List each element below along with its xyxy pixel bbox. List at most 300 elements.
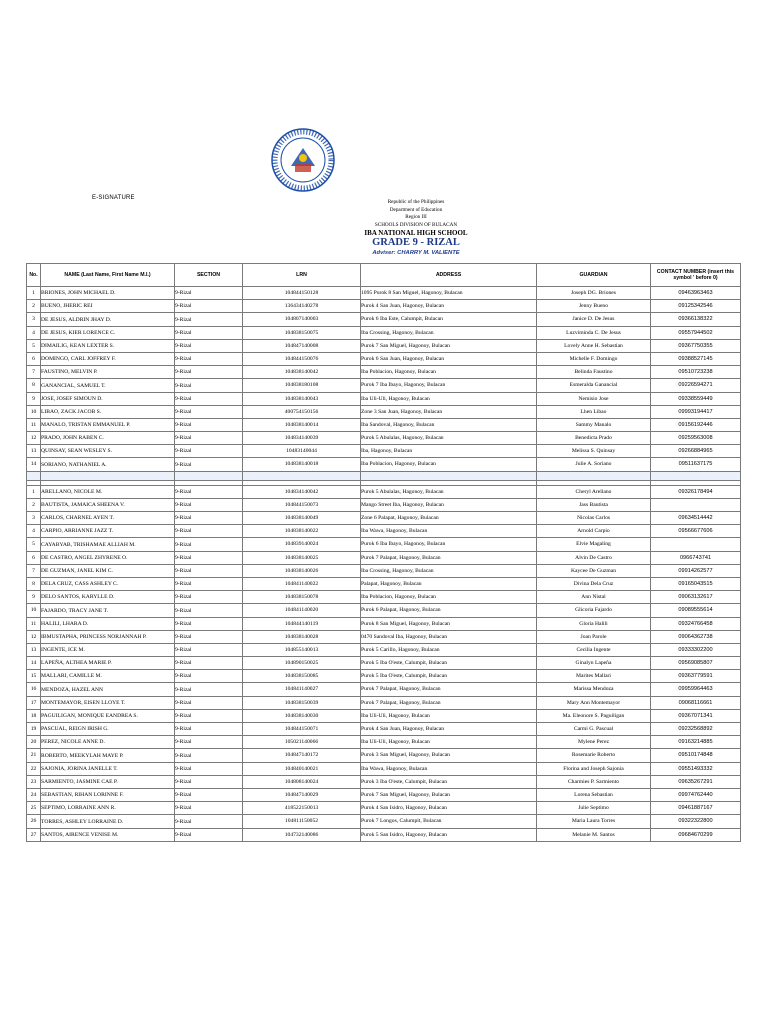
cell-no: 13 xyxy=(27,643,41,656)
cell-guardian: Lovely Anne H. Sebastian xyxy=(537,339,651,352)
cell-contact: 09367071341 xyxy=(651,709,741,722)
cell-guardian: Jenny Bueno xyxy=(537,300,651,313)
cell-lrn: 104844150128 xyxy=(243,287,361,300)
cell-section: 9-Rizal xyxy=(175,498,243,511)
cell-name: PASCUAL, REIGN IRISH G. xyxy=(41,723,175,736)
separator-cell xyxy=(175,471,243,480)
cell-contact: 09634514442 xyxy=(651,512,741,525)
cell-no: 8 xyxy=(27,379,41,392)
cell-name: DELO SANTOS, KARYLLE D. xyxy=(41,591,175,604)
cell-no: 7 xyxy=(27,366,41,379)
cell-contact: 09510174848 xyxy=(651,749,741,762)
cell-section: 9-Rizal xyxy=(175,630,243,643)
cell-address: 0470 Sandoval Iba, Hagonoy, Bulacan xyxy=(361,630,537,643)
cell-section: 9-Rizal xyxy=(175,366,243,379)
cell-contact: 09461887167 xyxy=(651,802,741,815)
cell-contact: 09064362738 xyxy=(651,630,741,643)
cell-guardian: Belinda Faustino xyxy=(537,366,651,379)
cell-name: LIBAO, ZACK JACOB S. xyxy=(41,405,175,418)
table-row xyxy=(27,617,741,630)
cell-section: 9-Rizal xyxy=(175,326,243,339)
cell-section: 9-Rizal xyxy=(175,683,243,696)
cell-address: Purok 7 San Miguel, Hagonoy, Bulacan xyxy=(361,788,537,801)
cell-contact: 09510723238 xyxy=(651,366,741,379)
table-row xyxy=(27,775,741,788)
cell-name: HALILI, LHARA D. xyxy=(41,617,175,630)
cell-lrn: 104838140026 xyxy=(243,564,361,577)
table-row xyxy=(27,604,741,617)
cell-lrn: 400754150156 xyxy=(243,405,361,418)
cell-guardian: Melissa S. Quinsay xyxy=(537,445,651,458)
cell-no: 26 xyxy=(27,815,41,828)
cell-lrn: 104838140014 xyxy=(243,418,361,431)
cell-address: Purok 7 Palapat, Hagonoy, Bulacan xyxy=(361,551,537,564)
cell-address: Iba Crossing, Hagonoy, Bulacan xyxy=(361,326,537,339)
table-row xyxy=(27,512,741,525)
cell-guardian: Michelle F. Domingo xyxy=(537,352,651,365)
cell-guardian: Divina Dela Cruz xyxy=(537,577,651,590)
separator-cell xyxy=(537,471,651,480)
cell-name: SANTOS, AIRENCE VENISE M. xyxy=(41,828,175,841)
cell-guardian: Cheryl Arellano xyxy=(537,485,651,498)
cell-no: 25 xyxy=(27,802,41,815)
cell-lrn: 10483140044 xyxy=(243,445,361,458)
cell-address: Zone 3 San Juan, Hagonoy, Bulacan xyxy=(361,405,537,418)
table-row xyxy=(27,458,741,471)
table-row xyxy=(27,749,741,762)
cell-section: 9-Rizal xyxy=(175,643,243,656)
cell-lrn: 104838140043 xyxy=(243,392,361,405)
cell-section: 9-Rizal xyxy=(175,458,243,471)
cell-lrn: 104838140028 xyxy=(243,630,361,643)
cell-no: 14 xyxy=(27,657,41,670)
cell-no: 8 xyxy=(27,577,41,590)
cell-name: INGENTE, ICE M. xyxy=(41,643,175,656)
cell-section: 9-Rizal xyxy=(175,287,243,300)
cell-contact: 09363779591 xyxy=(651,670,741,683)
cell-no: 21 xyxy=(27,749,41,762)
cell-address: Iba Poblacion, Hagonoy, Bulacan xyxy=(361,458,537,471)
cell-contact: 09367750355 xyxy=(651,339,741,352)
cell-name: BAUTISTA, JAMAICA SHEENA V. xyxy=(41,498,175,511)
cell-lrn: 104855140013 xyxy=(243,643,361,656)
header-region: Region III xyxy=(405,214,427,221)
cell-lrn: 104807140003 xyxy=(243,313,361,326)
cell-contact: 09156192446 xyxy=(651,418,741,431)
cell-lrn: 104838150039 xyxy=(243,696,361,709)
table-row xyxy=(27,762,741,775)
cell-address: Purok 7 Iba Ibayo, Hagonoy, Bulacan xyxy=(361,379,537,392)
cell-contact: 09326178494 xyxy=(651,485,741,498)
separator-cell xyxy=(361,471,537,480)
cell-contact: 09569085807 xyxy=(651,657,741,670)
cell-section: 9-Rizal xyxy=(175,405,243,418)
cell-lrn: 104840140021 xyxy=(243,762,361,775)
cell-guardian: Benedicta Prado xyxy=(537,432,651,445)
cell-name: ROBERTO, MEEKYLAH MAYE P. xyxy=(41,749,175,762)
header-republic: Republic of the Philippines xyxy=(387,199,445,205)
cell-section: 9-Rizal xyxy=(175,723,243,736)
adviser-line: Adviser: CHARRY M. VALIENTE xyxy=(372,250,460,257)
cell-contact: 09566677606 xyxy=(651,525,741,538)
deped-seal-icon xyxy=(271,128,335,192)
cell-lrn: 104808140024 xyxy=(243,775,361,788)
table-row xyxy=(27,287,741,300)
cell-contact xyxy=(651,538,741,551)
cell-address: Purok 5 Carillo, Hagonoy, Bulacan xyxy=(361,643,537,656)
cell-lrn: 104847140172 xyxy=(243,749,361,762)
cell-guardian: Rosemarie Roberto xyxy=(537,749,651,762)
cell-lrn: 104838150075 xyxy=(243,326,361,339)
cell-address: Purok 5 Iba O'este, Calumpit, Bulacan xyxy=(361,657,537,670)
cell-contact: 09557944502 xyxy=(651,326,741,339)
cell-lrn: 104838140030 xyxy=(243,709,361,722)
cell-section: 9-Rizal xyxy=(175,591,243,604)
cell-section: 9-Rizal xyxy=(175,802,243,815)
cell-section: 9-Rizal xyxy=(175,762,243,775)
table-header-row xyxy=(27,264,741,287)
cell-no: 5 xyxy=(27,339,41,352)
cell-no: 17 xyxy=(27,696,41,709)
cell-address: Purok 4 San Juan, Hagonoy, Bulacan xyxy=(361,300,537,313)
table-row xyxy=(27,366,741,379)
cell-name: FAJARDO, TRACY JANE T. xyxy=(41,604,175,617)
cell-contact: 09388527145 xyxy=(651,352,741,365)
cell-guardian: Julie A. Soriano xyxy=(537,458,651,471)
cell-contact: 09993194417 xyxy=(651,405,741,418)
cell-address: Purok 6 Iba Ibayo, Hagonoy, Bulacan xyxy=(361,538,537,551)
cell-address: Purok 7 Longos, Calumpit, Bulacan xyxy=(361,815,537,828)
cell-guardian: Nicolas Carlos xyxy=(537,512,651,525)
cell-no: 4 xyxy=(27,326,41,339)
cell-section: 9-Rizal xyxy=(175,551,243,564)
cell-contact: 09463963463 xyxy=(651,287,741,300)
cell-guardian: Nemisio Jose xyxy=(537,392,651,405)
table-row xyxy=(27,643,741,656)
cell-address: Purok 3 San Miguel, Hagonoy, Bulacan xyxy=(361,749,537,762)
cell-address: Purok 8 San Miguel, Hagonoy, Bulacan xyxy=(361,617,537,630)
cell-section: 9-Rizal xyxy=(175,538,243,551)
cell-address: Purok 6 Iba Este, Calumpit, Bulacan xyxy=(361,313,537,326)
table-row xyxy=(27,352,741,365)
cell-lrn: 418522150013 xyxy=(243,802,361,815)
cell-address: Purok 6 Palapat, Hagonoy, Bulacan xyxy=(361,604,537,617)
cell-address: Iba Poblacion, Hagonoy, Bulacan xyxy=(361,366,537,379)
cell-no: 1 xyxy=(27,485,41,498)
table-row xyxy=(27,828,741,841)
table-row xyxy=(27,551,741,564)
table-row xyxy=(27,564,741,577)
cell-name: JOSE, JOSEF SIMOUN D. xyxy=(41,392,175,405)
col-header-section: SECTION xyxy=(175,264,243,287)
cell-guardian: Florina and Joseph Sajonia xyxy=(537,762,651,775)
e-signature-label: E-SIGNATURE xyxy=(92,195,135,201)
cell-section: 9-Rizal xyxy=(175,657,243,670)
cell-no: 3 xyxy=(27,313,41,326)
cell-name: IBMUSTAPHA, PRINCESS NORJANNAH P. xyxy=(41,630,175,643)
table-row xyxy=(27,418,741,431)
cell-contact: 09165043515 xyxy=(651,577,741,590)
cell-section: 9-Rizal xyxy=(175,418,243,431)
cell-no: 7 xyxy=(27,564,41,577)
table-row xyxy=(27,392,741,405)
cell-name: BRIONES, JOHN MICHAEL D. xyxy=(41,287,175,300)
cell-lrn: 104847140029 xyxy=(243,788,361,801)
table-row xyxy=(27,723,741,736)
table-row xyxy=(27,788,741,801)
table-row xyxy=(27,815,741,828)
cell-address: Iba Uli-Uli, Hagonoy, Bulacan xyxy=(361,392,537,405)
cell-contact: 09232568892 xyxy=(651,723,741,736)
cell-section: 9-Rizal xyxy=(175,564,243,577)
cell-address: Purok 4 San Juan, Hagonoy, Bulacan xyxy=(361,723,537,736)
cell-address: Purok 5 Abulalas, Hagonoy, Bulacan xyxy=(361,485,537,498)
cell-contact: 09322322800 xyxy=(651,815,741,828)
cell-lrn: 104890150025 xyxy=(243,657,361,670)
cell-guardian: Sammy Manalo xyxy=(537,418,651,431)
cell-no: 9 xyxy=(27,591,41,604)
cell-name: TORRES, ASHLEY LORRAINE D. xyxy=(41,815,175,828)
cell-contact: 09635267291 xyxy=(651,775,741,788)
table-row xyxy=(27,498,741,511)
cell-section: 9-Rizal xyxy=(175,512,243,525)
cell-section: 9-Rizal xyxy=(175,300,243,313)
cell-address: Purok 5 Iba O'este, Calumpit, Bulacan xyxy=(361,670,537,683)
cell-section: 9-Rizal xyxy=(175,709,243,722)
cell-contact: 09333302200 xyxy=(651,643,741,656)
cell-section: 9-Rizal xyxy=(175,485,243,498)
cell-guardian: Luzviminda C. De Jesus xyxy=(537,326,651,339)
header-department: Department of Education xyxy=(389,206,443,213)
separator-cell xyxy=(41,471,175,480)
cell-lrn: 104838140018 xyxy=(243,458,361,471)
grade-section-title: GRADE 9 - RIZAL xyxy=(372,237,460,249)
table-row xyxy=(27,670,741,683)
cell-no: 19 xyxy=(27,723,41,736)
cell-lrn: 104834140039 xyxy=(243,432,361,445)
cell-no: 14 xyxy=(27,458,41,471)
cell-name: DIMAILIG, KEAN LEXTER S. xyxy=(41,339,175,352)
cell-guardian: Ginalyn Lapeña xyxy=(537,657,651,670)
cell-lrn: 104838150085 xyxy=(243,670,361,683)
cell-address: Iba Poblacion, Hagonoy, Bulacan xyxy=(361,591,537,604)
cell-name: CAYABYAB, TRISHAMAE ALLIAH M. xyxy=(41,538,175,551)
cell-section: 9-Rizal xyxy=(175,432,243,445)
cell-guardian: Janice D. De Jesus xyxy=(537,313,651,326)
cell-lrn: 104732140086 xyxy=(243,828,361,841)
cell-contact: 09684670299 xyxy=(651,828,741,841)
cell-guardian: Kaycee De Guzman xyxy=(537,564,651,577)
cell-section: 9-Rizal xyxy=(175,749,243,762)
table-row xyxy=(27,379,741,392)
cell-guardian: Gloria Halili xyxy=(537,617,651,630)
cell-lrn: 104841140022 xyxy=(243,577,361,590)
cell-section: 9-Rizal xyxy=(175,339,243,352)
cell-name: DOMINGO, CARL JOFFREY F. xyxy=(41,352,175,365)
cell-section: 9-Rizal xyxy=(175,445,243,458)
cell-address: Purok 6 San Juan, Hagonoy, Bulacan xyxy=(361,352,537,365)
cell-contact: 09511637175 xyxy=(651,458,741,471)
table-row xyxy=(27,630,741,643)
table-row xyxy=(27,432,741,445)
cell-name: PAGUILIGAN, MONIQUE EANDREA S. xyxy=(41,709,175,722)
table-row xyxy=(27,657,741,670)
cell-name: DELA CRUZ, CASS ASHLEY C. xyxy=(41,577,175,590)
cell-address: Iba, Hagonoy, Bulacan xyxy=(361,445,537,458)
cell-name: LAPEÑA, ALTHEA MARIE P. xyxy=(41,657,175,670)
cell-contact: 09125342546 xyxy=(651,300,741,313)
cell-address: Iba Wawa, Hagonoy, Bulacan xyxy=(361,525,537,538)
cell-no: 11 xyxy=(27,617,41,630)
cell-section: 9-Rizal xyxy=(175,736,243,749)
separator-cell xyxy=(651,471,741,480)
cell-address: Purok 7 Palapat, Hagonoy, Bulacan xyxy=(361,696,537,709)
cell-name: PRADO, JOHN RABEN C. xyxy=(41,432,175,445)
cell-lrn: 104844150076 xyxy=(243,352,361,365)
cell-no: 22 xyxy=(27,762,41,775)
cell-section: 9-Rizal xyxy=(175,392,243,405)
cell-no: 11 xyxy=(27,418,41,431)
cell-no: 18 xyxy=(27,709,41,722)
cell-no: 2 xyxy=(27,300,41,313)
cell-guardian: Ann Nistal xyxy=(537,591,651,604)
col-header-no: No. xyxy=(27,264,41,287)
cell-name: ARELLANO, NICOLE M. xyxy=(41,485,175,498)
table-row xyxy=(27,802,741,815)
table-row xyxy=(27,709,741,722)
table-row xyxy=(27,326,741,339)
cell-lrn: 104838150078 xyxy=(243,591,361,604)
cell-no: 6 xyxy=(27,551,41,564)
cell-no: 16 xyxy=(27,683,41,696)
cell-guardian: Melanie M. Santos xyxy=(537,828,651,841)
table-row xyxy=(27,313,741,326)
cell-section: 9-Rizal xyxy=(175,828,243,841)
cell-guardian: Joan Parole xyxy=(537,630,651,643)
cell-section: 9-Rizal xyxy=(175,696,243,709)
school-name: IBA NATIONAL HIGH SCHOOL xyxy=(364,229,468,238)
table-row xyxy=(27,683,741,696)
cell-no: 1 xyxy=(27,287,41,300)
cell-lrn: 104839140024 xyxy=(243,538,361,551)
cell-no: 6 xyxy=(27,352,41,365)
cell-guardian: Charmies P. Sarmiento xyxy=(537,775,651,788)
cell-guardian: Esmeralda Ganancial xyxy=(537,379,651,392)
cell-section: 9-Rizal xyxy=(175,577,243,590)
cell-contact: 09266884965 xyxy=(651,445,741,458)
cell-section: 9-Rizal xyxy=(175,775,243,788)
cell-no: 27 xyxy=(27,828,41,841)
col-header-guardian: GUARDIAN xyxy=(537,264,651,287)
cell-contact: 09089555614 xyxy=(651,604,741,617)
cell-lrn: 105021140066 xyxy=(243,736,361,749)
cell-name: SORIANO, NATHANIEL A. xyxy=(41,458,175,471)
cell-lrn: 104834140042 xyxy=(243,485,361,498)
cell-name: SARMIENTO, JASMINE CAE P. xyxy=(41,775,175,788)
document-header xyxy=(266,199,566,257)
cell-lrn: 104838140022 xyxy=(243,525,361,538)
cell-contact: 09914262577 xyxy=(651,564,741,577)
table-row xyxy=(27,591,741,604)
cell-address: Purok 5 San Isidro, Hagonoy, Bulacan xyxy=(361,828,537,841)
cell-lrn: 104844150073 xyxy=(243,498,361,511)
cell-lrn: 104841140020 xyxy=(243,604,361,617)
cell-address: Iba Crossing, Hagonoy, Bulacan xyxy=(361,564,537,577)
table-row xyxy=(27,339,741,352)
cell-name: MANALO, TRISTAN EMMANUEL P. xyxy=(41,418,175,431)
cell-name: MONTEMAYOR, EISEN LLOYE T. xyxy=(41,696,175,709)
col-header-name: NAME (Last Name, First Name M.I.) xyxy=(41,264,175,287)
cell-name: SAJONIA, JORINA JANELLE T. xyxy=(41,762,175,775)
table-row xyxy=(27,577,741,590)
separator-row xyxy=(27,471,741,480)
cell-name: BUENO, JHERIC REI xyxy=(41,300,175,313)
col-header-address: ADDRESS xyxy=(361,264,537,287)
class-roster-table xyxy=(26,263,741,842)
cell-contact: 09259563008 xyxy=(651,432,741,445)
cell-lrn: 104838140025 xyxy=(243,551,361,564)
cell-address: Purok 4 San Isidro, Hagonoy, Bulacan xyxy=(361,802,537,815)
table-row xyxy=(27,736,741,749)
cell-address: Zone 6 Palapat, Hagonoy, Bulacan xyxy=(361,512,537,525)
cell-name: MENDOZA, HAZEL ANN xyxy=(41,683,175,696)
cell-name: CARPIO, ARRIANNE JAZZ T. xyxy=(41,525,175,538)
cell-guardian: Mary Ann Montemayor xyxy=(537,696,651,709)
cell-lrn: 104847140008 xyxy=(243,339,361,352)
cell-guardian: Alvin De Castro xyxy=(537,551,651,564)
cell-guardian: Mylene Perez xyxy=(537,736,651,749)
cell-section: 9-Rizal xyxy=(175,379,243,392)
cell-address: Iba Uli-Uli, Hagonoy, Bulacan xyxy=(361,736,537,749)
cell-section: 9-Rizal xyxy=(175,788,243,801)
cell-guardian: Lhen Libao xyxy=(537,405,651,418)
cell-contact: 09338559449 xyxy=(651,392,741,405)
cell-guardian: Cecilia Ingente xyxy=(537,643,651,656)
cell-lrn: 104811150052 xyxy=(243,815,361,828)
cell-name: MALLARI, CAMILLE M. xyxy=(41,670,175,683)
cell-no: 9 xyxy=(27,392,41,405)
cell-address: Palapat, Hagonoy, Bulacan xyxy=(361,577,537,590)
cell-lrn: 104841140027 xyxy=(243,683,361,696)
cell-section: 9-Rizal xyxy=(175,670,243,683)
cell-guardian: Jass Bautista xyxy=(537,498,651,511)
cell-no: 24 xyxy=(27,788,41,801)
cell-lrn: 104838140042 xyxy=(243,366,361,379)
cell-lrn: 104844150071 xyxy=(243,723,361,736)
separator-cell xyxy=(243,471,361,480)
cell-section: 9-Rizal xyxy=(175,352,243,365)
cell-no: 13 xyxy=(27,445,41,458)
cell-guardian: Carmi G. Pascual xyxy=(537,723,651,736)
table-row xyxy=(27,538,741,551)
table-row xyxy=(27,525,741,538)
cell-guardian: Arnold Carpio xyxy=(537,525,651,538)
cell-lrn: 104844140119 xyxy=(243,617,361,630)
cell-no: 10 xyxy=(27,405,41,418)
cell-address: Purok 7 San Miguel, Hagonoy, Bulacan xyxy=(361,339,537,352)
cell-name: DE CASTRO, ANGEL ZHYRENE O. xyxy=(41,551,175,564)
cell-name: SEBASTIAN, RIHAN LORINNE F. xyxy=(41,788,175,801)
cell-name: DE JESUS, KIER LORENCE C. xyxy=(41,326,175,339)
cell-address: 1095 Purok 8 San Miguel, Hagonoy, Bulacan xyxy=(361,287,537,300)
cell-no: 12 xyxy=(27,630,41,643)
table-row xyxy=(27,405,741,418)
separator-cell xyxy=(27,471,41,480)
cell-no: 10 xyxy=(27,604,41,617)
cell-lrn: 104838180108 xyxy=(243,379,361,392)
cell-guardian: Ma. Eleonore S. Paguiligan xyxy=(537,709,651,722)
cell-address: Purok 5 Abulalas, Hagonoy, Bulacan xyxy=(361,432,537,445)
